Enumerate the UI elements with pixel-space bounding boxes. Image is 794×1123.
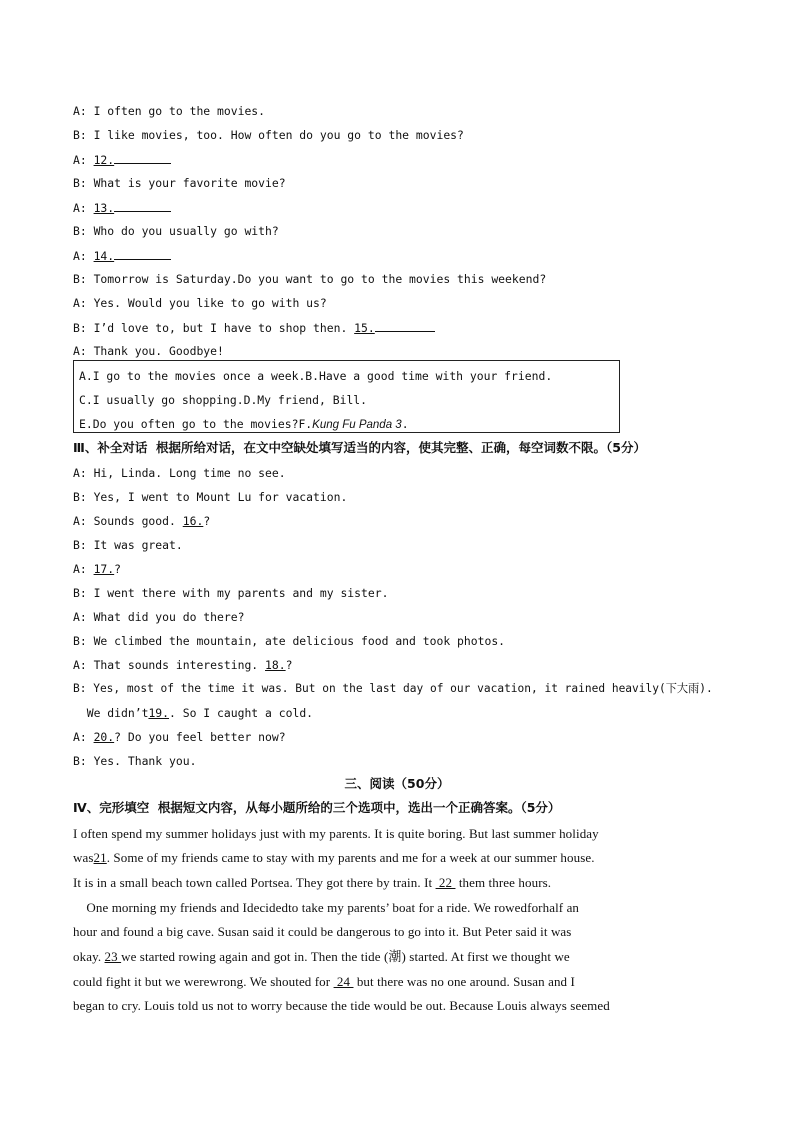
option-row: A.I go to the movies once a week.B.Have a good time with your friend. <box>79 369 553 383</box>
blank-17[interactable]: 17. <box>93 562 115 576</box>
blank-18[interactable]: 18. <box>265 658 286 672</box>
answer-blank[interactable] <box>114 199 171 212</box>
answer-blank[interactable] <box>114 247 171 260</box>
passage-line: I often spend my summer holidays just with my parents. It is quite boring. But last summer holiday <box>73 826 599 841</box>
passage-line: okay. 23 we started rowing again and got in. Then the tide (潮) started. At first we thought we <box>73 949 570 964</box>
section-heading: Ⅲ、补全对话 根据所给对话，在文中空缺处填写适当的内容，使其完整、正确，每空词数不限。（5分） <box>73 440 646 455</box>
answer-blank[interactable] <box>114 151 171 164</box>
dialogue-line: B: I like movies, too. How often do you go to the movies? <box>73 128 464 142</box>
dialogue-line: A: 12. <box>73 151 171 168</box>
passage-line: hour and found a big cave. Susan said it could be dangerous to go into it. But Peter said it was <box>73 924 572 939</box>
dialogue-line: We didn’t19.. So I caught a cold. <box>73 706 314 720</box>
dialogue-line: B: We climbed the mountain, ate delicious food and took photos. <box>73 634 506 648</box>
dialogue-line: B: I’d love to, but I have to shop then. 15. <box>73 319 435 336</box>
passage-line: began to cry. Louis told us not to worry because the tide would be out. Because Louis always seemed <box>73 998 610 1013</box>
passage-line: could fight it but we werewrong. We shouted for 24 but there was no one around. Susan and I <box>73 974 575 989</box>
answer-blank[interactable] <box>375 319 435 332</box>
dialogue-line: B: Yes, I went to Mount Lu for vacation. <box>73 490 348 504</box>
dialogue-line: A: That sounds interesting. 18.? <box>73 658 293 672</box>
blank-23[interactable]: 23 <box>104 949 122 964</box>
blank-24[interactable]: 24 <box>333 974 354 989</box>
blank-15[interactable]: 15. <box>354 321 375 335</box>
dialogue-line: A: What did you do there? <box>73 610 245 624</box>
blank-19[interactable]: 19. <box>148 706 170 720</box>
dialogue-line: A: 13. <box>73 199 171 216</box>
dialogue-line: B: What is your favorite movie? <box>73 176 286 190</box>
dialogue-line: A: Thank you. Goodbye! <box>73 344 224 358</box>
dialogue-line: B: Yes, most of the time it was. But on the last day of our vacation, it rained heavily(下大雨). <box>73 682 713 695</box>
passage-line: was21. Some of my friends came to stay with my parents and me for a week at our summer house. <box>73 850 595 865</box>
dialogue-line: B: I went there with my parents and my sister. <box>73 586 389 600</box>
blank-14[interactable]: 14. <box>93 249 115 263</box>
dialogue-line: A: Yes. Would you like to go with us? <box>73 296 327 310</box>
option-row: C.I usually go shopping.D.My friend, Bill. <box>79 393 368 407</box>
blank-12[interactable]: 12. <box>93 153 115 167</box>
section-heading: Ⅳ、完形填空 根据短文内容，从每小题所给的三个选项中，选出一个正确答案。（5分） <box>73 800 561 815</box>
movie-title: Kung Fu Panda 3 <box>312 419 402 431</box>
dialogue-line: A: I often go to the movies. <box>73 104 266 118</box>
passage-line: It is in a small beach town called Portsea. They got there by train. It 22 them three hours. <box>73 875 552 890</box>
passage-line: One morning my friends and Idecidedto take my parents’ boat for a ride. We rowedforhalf an <box>73 900 580 915</box>
dialogue-line: B: Tomorrow is Saturday.Do you want to go to the movies this weekend? <box>73 272 547 286</box>
blank-13[interactable]: 13. <box>93 201 115 215</box>
dialogue-line: B: Yes. Thank you. <box>73 754 197 768</box>
dialogue-line: B: It was great. <box>73 538 183 552</box>
dialogue-line: B: Who do you usually go with? <box>73 224 279 238</box>
part-title: 三、阅读（50分） <box>344 776 450 791</box>
dialogue-line: A: 17.? <box>73 562 122 576</box>
blank-20[interactable]: 20. <box>93 730 115 744</box>
blank-22[interactable]: 22 <box>435 875 456 890</box>
blank-21[interactable]: 21 <box>93 850 107 865</box>
dialogue-line: A: 14. <box>73 247 171 264</box>
dialogue-line: A: Hi, Linda. Long time no see. <box>73 466 286 480</box>
option-row: E.Do you often go to the movies?F.Kung Fu Panda 3. <box>79 417 409 431</box>
dialogue-line: A: Sounds good. 16.? <box>73 514 211 528</box>
blank-16[interactable]: 16. <box>182 514 204 528</box>
dialogue-line: A: 20.? Do you feel better now? <box>73 730 286 744</box>
